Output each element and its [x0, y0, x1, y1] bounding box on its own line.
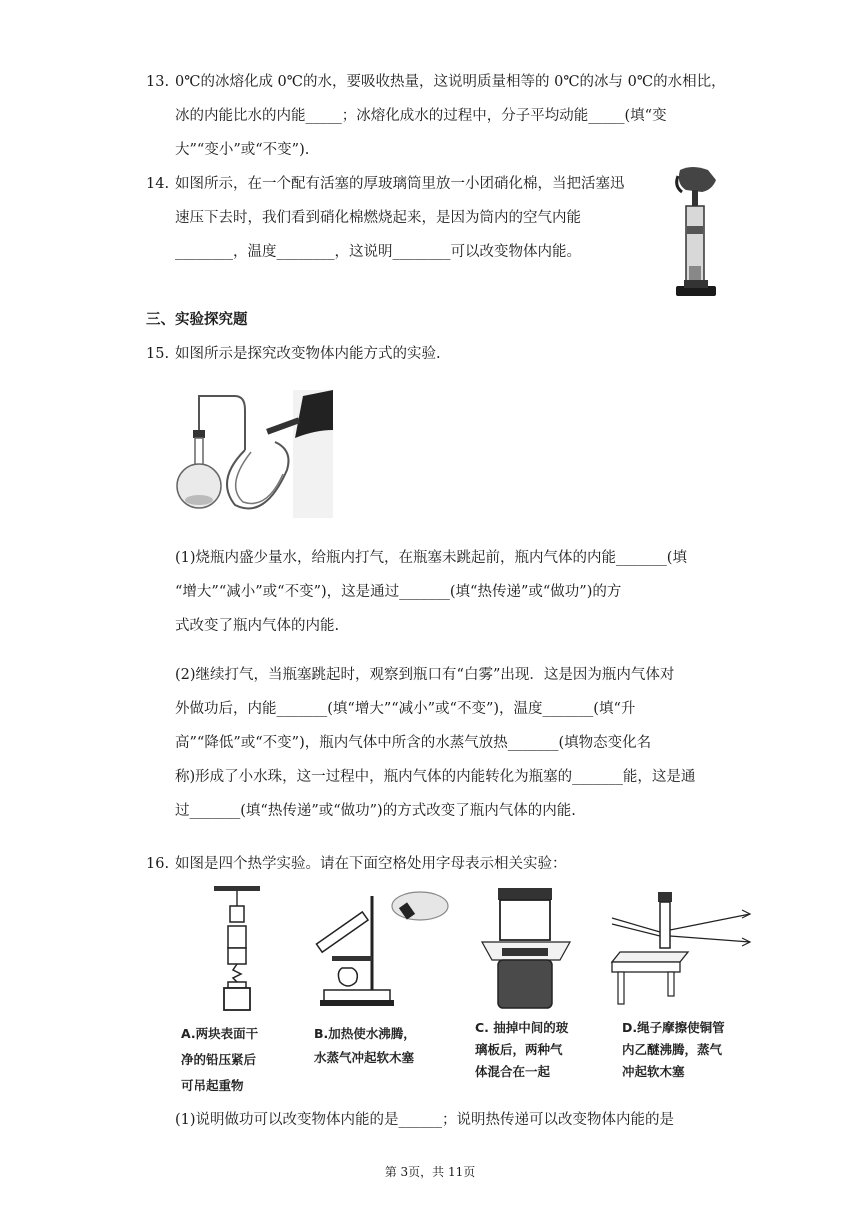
q13-line-2: 冰的内能比水的内能_____；冰熔化成水的过程中，分子平均动能_____(填“变 — [175, 108, 667, 124]
q15-p1-line-2: “增大”“减小”或“不变”)，这是通过_______(填“热传递”或“做功”)的方 — [175, 584, 622, 600]
caption-b-line-2: 水蒸气冲起软木塞 — [314, 1050, 415, 1065]
q13-line-3: 大”“变小”或“不变”). — [175, 142, 310, 158]
rope-friction-tube-figure — [610, 890, 752, 1006]
caption-c-line-3: 体混合在一起 — [475, 1064, 551, 1079]
q16-intro: 如图是四个热学实验。请在下面空格处用字母表示相关实验： — [175, 856, 567, 872]
caption-b-line-1: B.加热使水沸腾， — [314, 1026, 416, 1041]
q15-p2-line-1: (2)继续打气，当瓶塞跳起时，观察到瓶口有“白雾”出现．这是因为瓶内气体对 — [175, 667, 675, 683]
q14-line-3: ________，温度________，这说明________可以改变物体内能。 — [175, 244, 581, 260]
test-tube-heating-figure — [312, 886, 452, 1012]
lead-blocks-figure — [200, 886, 280, 1012]
caption-d-line-3: 冲起软木塞 — [622, 1064, 685, 1079]
q14-line-2: 速压下去时，我们看到硝化棉燃烧起来，是因为筒内的空气内能 — [175, 210, 581, 226]
q15-p2-line-4: 称)形成了小水珠，这一过程中，瓶内气体的内能转化为瓶塞的_______能，这是通 — [175, 769, 696, 785]
q15-number: 15. — [146, 346, 170, 362]
q13-number: 13. — [146, 74, 170, 90]
flask-pump-figure — [175, 390, 333, 518]
q13-line-1: 0℃的冰熔化成 0℃的水，要吸收热量，这说明质量相等的 0℃的冰与 0℃的水相比， — [175, 74, 726, 90]
caption-c-line-1: C. 抽掉中间的玻 — [475, 1020, 569, 1035]
section-title: 三、实验探究题 — [146, 311, 248, 328]
q14-line-1: 如图所示，在一个配有活塞的厚玻璃筒里放一小团硝化棉，当把活塞迅 — [175, 176, 625, 192]
q15-p2-line-3: 高”“降低”或“不变”)，瓶内气体中所含的水蒸气放热_______(填物态变化名 — [175, 735, 652, 751]
q16-number: 16. — [146, 856, 170, 872]
page-footer: 第 3页，共 11页 — [384, 1165, 476, 1179]
caption-d-line-2: 内乙醚沸腾，蒸气 — [622, 1042, 723, 1057]
caption-a-line-1: A.两块表面干 — [181, 1026, 259, 1041]
piston-cylinder-figure — [672, 166, 720, 302]
q15-p1-line-3: 式改变了瓶内气体的内能. — [175, 618, 340, 634]
q15-p2-line-2: 外做功后，内能_______(填“增大”“减小”或“不变”)，温度_______(填“升 — [175, 701, 636, 717]
q15-intro: 如图所示是探究改变物体内能方式的实验. — [175, 346, 441, 362]
caption-a-line-2: 净的铅压紧后 — [181, 1052, 257, 1067]
q15-p1-line-1: (1)烧瓶内盛少量水，给瓶内打气，在瓶塞未跳起前，瓶内气体的内能_______(填 — [175, 550, 687, 566]
gas-diffusion-jars-figure — [476, 886, 576, 1012]
caption-d-line-1: D.绳子摩擦使铜管 — [622, 1020, 725, 1035]
q14-number: 14. — [146, 176, 170, 192]
q16-p1-line-1: (1)说明做功可以改变物体内能的是______；说明热传递可以改变物体内能的是 — [175, 1112, 675, 1128]
q15-p2-line-5: 过_______(填“热传递”或“做功”)的方式改变了瓶内气体的内能. — [175, 803, 576, 819]
caption-c-line-2: 璃板后，两种气 — [475, 1042, 563, 1057]
caption-a-line-3: 可吊起重物 — [181, 1078, 244, 1093]
